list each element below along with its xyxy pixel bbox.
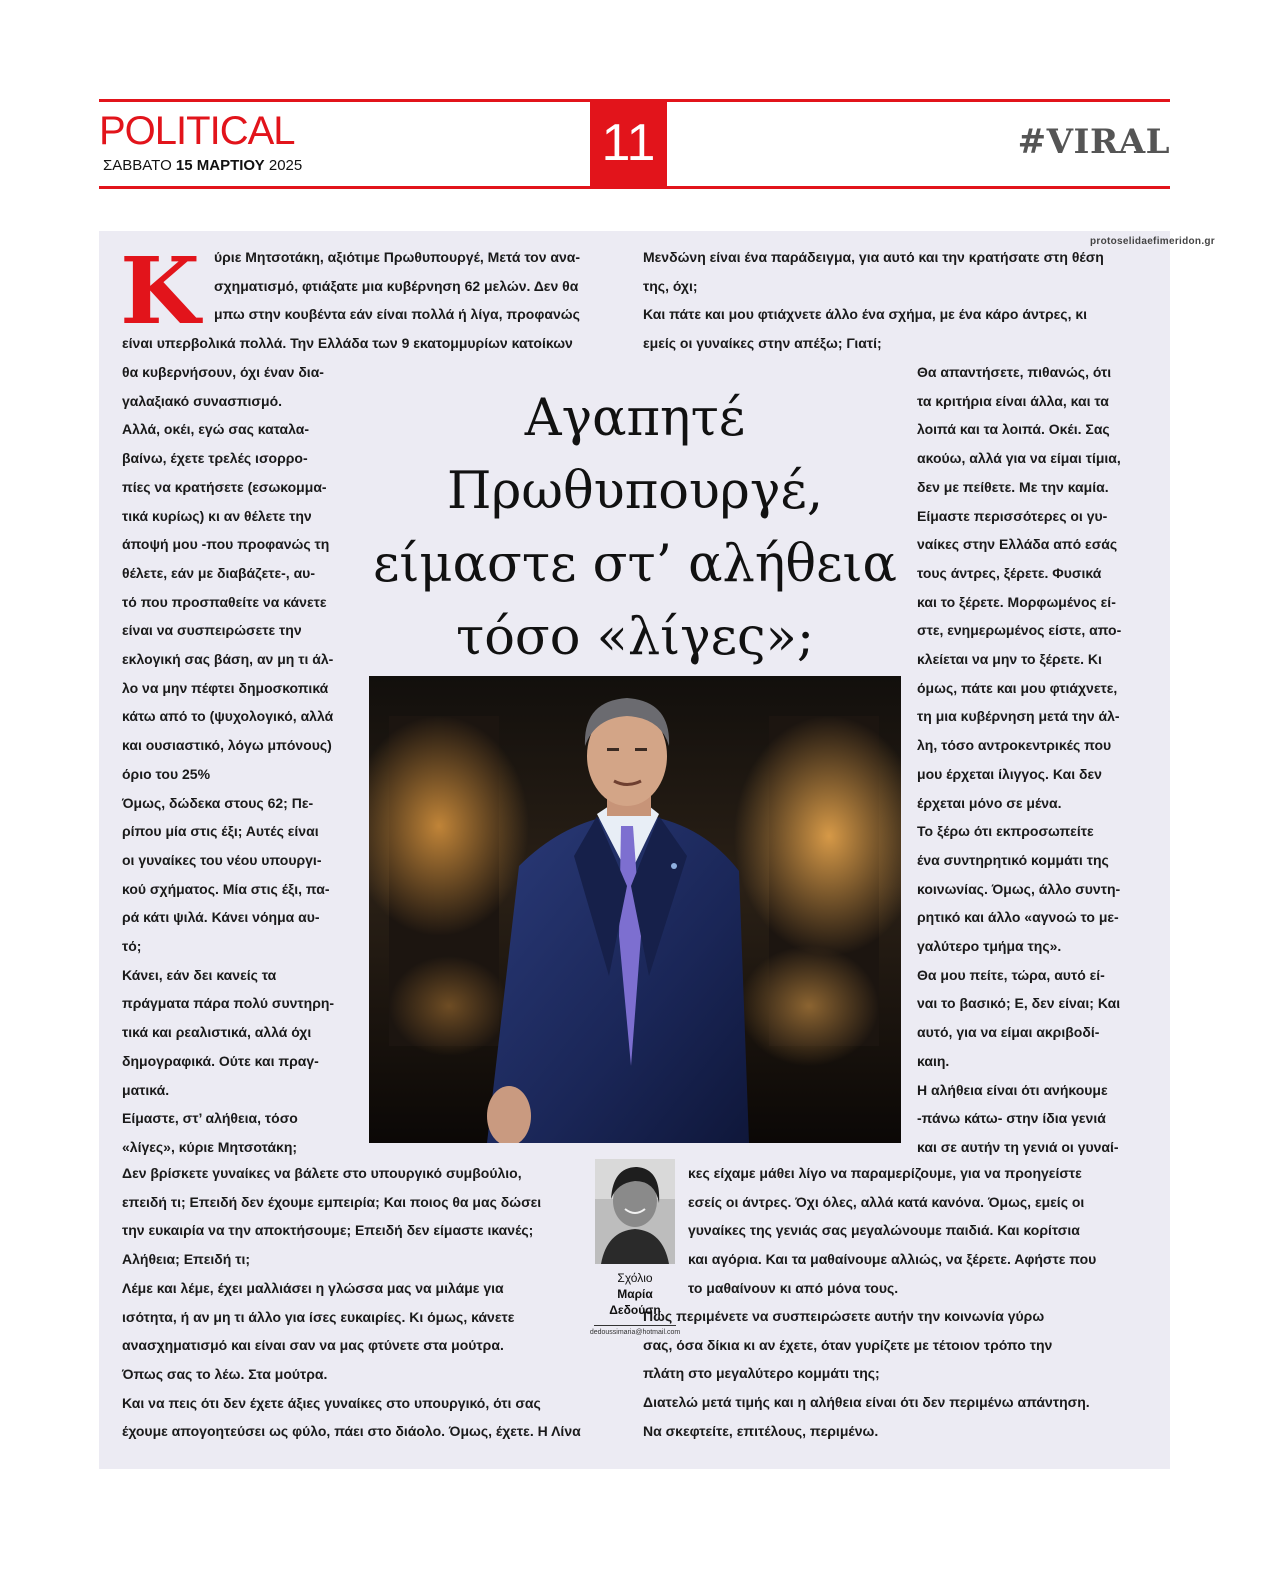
- brand-logo: POLITICAL: [99, 109, 295, 153]
- author-photo: [595, 1159, 675, 1264]
- date-day: ΣΑΒΒΑΤΟ: [103, 157, 172, 174]
- author-email[interactable]: dedoussimaria@hotmail.com: [589, 1329, 681, 1336]
- portrait-illustration: [369, 676, 901, 1143]
- article-intro: ύριε Μητσοτάκη, αξιότιμε Πρωθυπουργέ, Μετά τον ανα- σχηματισμό, φτιάξατε μια κυβέρνηση 62 μελών. Δεν θα μπω στην κουβέντα εάν είναι πολλά ή λίγα, προφανώς: [214, 249, 581, 323]
- byline-label: Σχόλιο: [617, 1271, 653, 1285]
- issue-date: [103, 157, 302, 174]
- author-first-name: Μαρία: [617, 1287, 653, 1301]
- drop-cap: Κ: [120, 237, 200, 345]
- article-right-column: Θα απαντήσετε, πιθανώς, ότι τα κριτήρια είναι άλλα, και τα λοιπά και τα λοιπά. Οκέι. Σας ακούω, αλλά για να είμαι τίμια, δεν με πείθετε. Με την καμία. Είμαστε περισσότερες οι γυ- ναίκες στην Ελλάδα από εσάς τους άντρες, ξέρετε. Φυσικά και το ξέρετε. Μορφωμένος εί- στε, ενημερωμένος είστε, απο- κλείεται να μην το ξέρετε. Κι όμως, πάτε και μου φτιάχνετε, τη μια κυβέρνηση μετά την άλ- λη, τόσο αντροκεντρικές που μου έρχεται ίλιγγος. Και δεν έρχεται μόνο σε μένα. Το ξέρω ότι εκπροσωπείτε ένα συντηρητικό κομμάτι της κοινωνίας. Όμως, άλλο συντη- ρητικό και άλλο «αγνοώ το με- γαλύτερο τμήμα της». Θα μου πείτε, τώρα, αυτό εί- ναι το βασικό; Ε, δεν είναι; Και αυτό, για να είμαι ακριβοδί- καιη. Η αλήθεια είναι ότι ανήκουμε -πάνω κάτω- στην ίδια γενιά και σε αυτήν τη γενιά οι γυναί-: [917, 364, 1122, 1155]
- watermark: protoselidaefimeridon.gr: [1090, 236, 1215, 247]
- date-main: 15 ΜΑΡΤΙΟΥ: [175, 157, 265, 174]
- article-left-column: θα κυβερνήσουν, όχι έναν δια- γαλαξιακό συνασπισμό. Αλλά, οκέι, εγώ σας καταλα- βαίνω, έχετε τρελές ισορρο- πίες να κρατήσετε (εσωκομμα- τικά κυρίως) κι αν θέλετε την άποψή μου -που προφανώς τη θέλετε, εάν με διαβάζετε-, αυ- τό που προσπαθείτε να κάνετε είναι να συσπειρώσετε την εκλογική σας βάση, αν μη τι άλ- λο να μην πέφτει δημοσκοπικά κάτω από το (ψυχολογικό, αλλά και ουσιαστικό, λόγω μπόνους) όριο του 25% Όμως, δώδεκα στους 62; Πε- ρίπου μία στις έξι; Αυτές είναι οι γυναίκες του νέου υπουργι- κού σχήματος. Μία στις έξι, πα- ρά κάτι ψιλά. Κάνει νόημα αυ- τό; Κάνει, εάν δει κανείς τα πράγματα πάρα πολύ συντηρη- τικά και ρεαλιστικά, αλλά όχι δημογραφικά. Ούτε και πραγ- ματικά. Είμαστε, στ’ αλήθεια, τόσο «λίγες», κύριε Μητσοτάκη;: [122, 364, 335, 1155]
- article-top-right: Μενδώνη είναι ένα παράδειγμα, για αυτό και την κρατήσατε στη θέση της, όχι; Και πάτε και μου φτιάχνετε άλλο ένα σχήμα, με ένα κάρο άντρες, κι εμείς οι γυναίκες στην απέξω; Γιατί;: [643, 249, 1104, 352]
- article-closing: Πώς περιμένετε να συσπειρώσετε αυτήν την κοινωνία γύρω σας, όσα δίκια κι αν έχετε, όταν γυρίζετε με τέτοιον τρόπο την πλάτη στο μεγαλύτερο κομμάτι της; Διατελώ μετά τιμής και η αλήθεια είναι ότι δεν περιμένω απάντηση. Να σκεφτείτε, επιτέλους, περιμένω.: [643, 1308, 1090, 1439]
- article-bottom-left: Δεν βρίσκετε γυναίκες να βάλετε στο υπουργικό συμβούλιο, επειδή τι; Επειδή δεν έχουμε εμπειρία; Και ποιος θα μας δώσει την ευκαιρία να την αποκτήσουμε; Επειδή δεν είμαστε ικανές; Αλήθεια; Επειδή τι; Λέμε και λέμε, έχει μαλλιάσει η γλώσσα μας να μιλάμε για ισότητα, ή αν μη τι άλλο για ίσες ευκαιρίες. Κι όμως, κάνετε ανασχηματισμό και είναι σαν να μας φτύνετε στα μούτρα. Όπως σας το λέω. Στα μούτρα. Και να πεις ότι δεν έχετε άξιες γυναίκες στο υπουργικό, ότι σας έχουμε απογοητεύσει ως φύλο, πάει στο διάολο. Όμως, έχετε. Η Λίνα: [122, 1165, 581, 1440]
- page-number: 11: [590, 99, 667, 188]
- byline-rule: [594, 1325, 676, 1326]
- author-last-name: Δεδούση: [609, 1303, 661, 1317]
- prime-minister-photo: [369, 676, 901, 1143]
- article-intro-line: είναι υπερβολικά πολλά. Την Ελλάδα των 9 εκατομμυρίων κατοίκων: [122, 335, 573, 351]
- article-bottom-right: κες είχαμε μάθει λίγο να παραμερίζουμε, για να προηγείστε εσείς οι άντρες. Όχι όλες, αλλά κατά κανόνα. Όμως, εμείς οι γυναίκες της γενιάς σας μεγαλώνουμε παιδιά. Και κορίτσια και αγόρια. Και τα μαθαίνουμε αλλιώς, να ξέρετε. Αφήστε που το μαθαίνουν κι από μόνα τους.: [688, 1165, 1097, 1296]
- author-portrait-illustration: [595, 1159, 675, 1264]
- headline: Αγαπητέ Πρωθυπουργέ, είμαστε στ’ αλήθεια τόσο «λίγες»;: [373, 389, 897, 667]
- author-byline: [588, 1270, 682, 1318]
- section-title: #VIRAL: [1017, 122, 1170, 162]
- date-year: 2025: [268, 157, 303, 174]
